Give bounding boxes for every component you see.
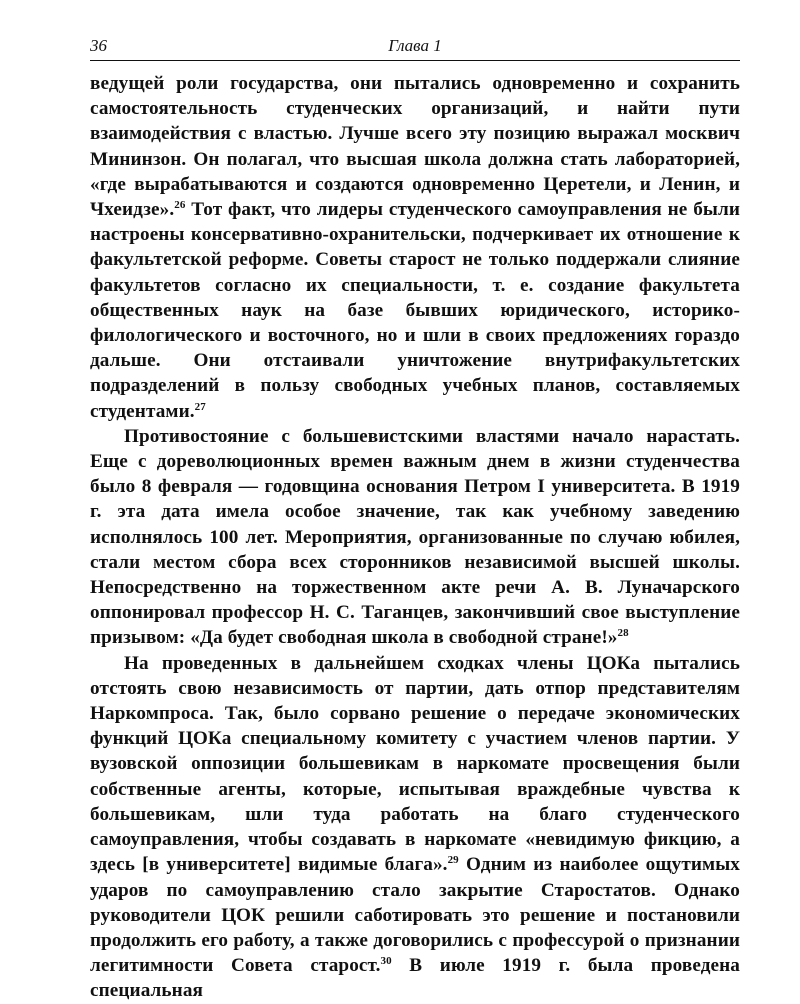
paragraph-2 [90, 424, 740, 651]
paragraph-1 [90, 71, 740, 424]
paragraph-3-text-2: Одним из наиболее ощутимых ударов по самоуправлению стало закрытие Старостатов. Однако руководители ЦОК решили саботировать это решение и постановили продолжить его работу, а также договорились с профессурой о признании легитимности Совета старост. [90, 854, 740, 977]
paragraph-1-text-2: Тот факт, что лидеры студенческого самоуправления не были настроены консервативно-охранительски, подчеркивает их отношение к факультетской реформе. Советы старост не только поддержали слияние факультетов согласно их специальности, т. е. создание факультета общественных наук на базе бывших юридического, историко-филологического и восточного, но и шли в своих предложениях гораздо дальше. Они отстаивали уничтожение внутрифакультетских подразделений в пользу свободных учебных планов, составляемых студентами. [90, 199, 740, 422]
footnote-ref-29: 29 [447, 854, 459, 867]
footnote-ref-30: 30 [380, 955, 392, 968]
running-head [90, 30, 740, 61]
body-text [90, 71, 740, 1004]
page-number: 36 [90, 36, 107, 55]
paragraph-3 [90, 651, 740, 1004]
footnote-ref-26: 26 [174, 199, 186, 212]
paragraph-3-text-1: На проведенных в дальнейшем сходках члены ЦОКа пытались отстоять свою независимость от партии, дать отпор представителям Наркомпроса. Так, было сорвано решение о передаче экономических функций ЦОКа специальному комитету с участием членов партии. У вузовской оппозиции большевикам в наркомате просвещения были собственные агенты, которые, испытывая враждебные чувства к большевикам, шли туда работать на благо студенческого самоуправления, чтобы создавать в наркомате «невидимую фикцию, а здесь [в университете] видимые блага». [90, 652, 740, 876]
footnote-ref-28: 28 [617, 627, 629, 640]
paragraph-3-text-3: В июле 1919 г. была проведена специальная [90, 955, 740, 1002]
paragraph-2-text-1: Противостояние с большевистскими властями начало нарастать. Еще с дореволюционных времен важным днем в жизни студенчества было 8 февраля — годовщина основания Петром I университета. В 1919 г. эта дата имела особое значение, так как учебному заведению исполнялось 100 лет. Мероприятия, организованные по случаю юбилея, стали местом сбора всех сторонников независимой высшей школы. Непосредственно на торжественном акте речи А. В. Луначарского оппонировал профессор Н. С. Таганцев, закончивший свое выступление призывом: «Да будет свободная школа в свободной стране!» [90, 425, 740, 649]
footnote-ref-27: 27 [194, 400, 206, 413]
paragraph-1-text-1: ведущей роли государства, они пытались одновременно и сохранить самостоятельность студенческих организаций, и найти пути взаимодействия с властью. Лучше всего эту позицию выражал москвич Мининзон. Он полагал, что высшая школа должна стать лабораторией, «где вырабатываются и создаются одновременно Церетели, и Ленин, и Чхеидзе». [90, 73, 740, 221]
chapter-title: Глава 1 [388, 36, 442, 55]
book-page [90, 30, 740, 1004]
